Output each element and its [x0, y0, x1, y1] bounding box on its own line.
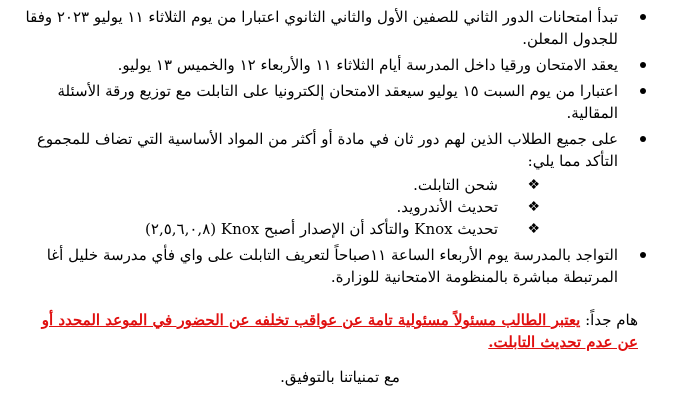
diamond-bullet-icon: ❖	[527, 199, 540, 215]
checklist-item	[20, 218, 618, 240]
list-item	[20, 80, 638, 124]
checklist	[20, 174, 618, 240]
important-note-text: يعتبر الطالب مسئولاً مسئولية تامة عن عواقب تخلفه عن الحضور في الموعد المحدد أو عن عدم تحديث التابلت.	[41, 311, 638, 351]
list-item-text: التواجد بالمدرسة يوم الأربعاء الساعة ١١صباحاً لتعريف التابلت على واي فأي مدرسة خليل أغا المرتبطة مباشرة بالمنظومة الامتحانية للوزارة.	[46, 246, 618, 286]
checklist-item-text: شحن التابلت.	[413, 176, 498, 194]
list-item-text: يعقد الامتحان ورقيا داخل المدرسة أيام الثلاثاء ١١ والأربعاء ١٢ والخميس ١٣ يوليو.	[117, 56, 618, 74]
checklist-item-text: تحديث Knox والتأكد أن الإصدار أصبح Knox (٢,٥,٦,٠,٨)	[145, 220, 498, 238]
bullet-dot-icon	[640, 88, 646, 94]
list-item	[20, 244, 638, 288]
bullet-dot-icon	[640, 136, 646, 142]
list-item-text: تبدأ امتحانات الدور الثاني للصفين الأول والثاني الثانوي اعتبارا من يوم الثلاثاء ١١ يوليو ٢٠٢٣ وفقا للجدول المعلن.	[25, 8, 618, 48]
important-note-label: هام جداً:	[585, 311, 638, 329]
checklist-item-text: تحديث الأندرويد.	[396, 198, 498, 216]
bullet-dot-icon	[640, 252, 646, 258]
diamond-bullet-icon: ❖	[527, 177, 540, 193]
closing-line: مع تمنياتنا بالتوفيق.	[280, 368, 400, 386]
bullet-dot-icon	[640, 14, 646, 20]
important-note	[28, 309, 638, 353]
checklist-item	[20, 196, 618, 218]
bullet-dot-icon	[640, 62, 646, 68]
diamond-bullet-icon: ❖	[527, 221, 540, 237]
list-item	[20, 54, 638, 76]
list-item-text: اعتبارا من يوم السبت ١٥ يوليو سيعقد الامتحان إلكترونيا على التابلت مع توزيع ورقة الأسئلة المقالية.	[57, 82, 618, 122]
checklist-item	[20, 174, 618, 196]
list-item	[20, 6, 638, 50]
list-item-text: على جميع الطلاب الذين لهم دور ثان في مادة أو أكثر من المواد الأساسية التي تضاف للمجموع التأكد مما يلي:	[36, 130, 618, 170]
instructions-list	[20, 6, 638, 292]
list-item	[20, 128, 638, 240]
